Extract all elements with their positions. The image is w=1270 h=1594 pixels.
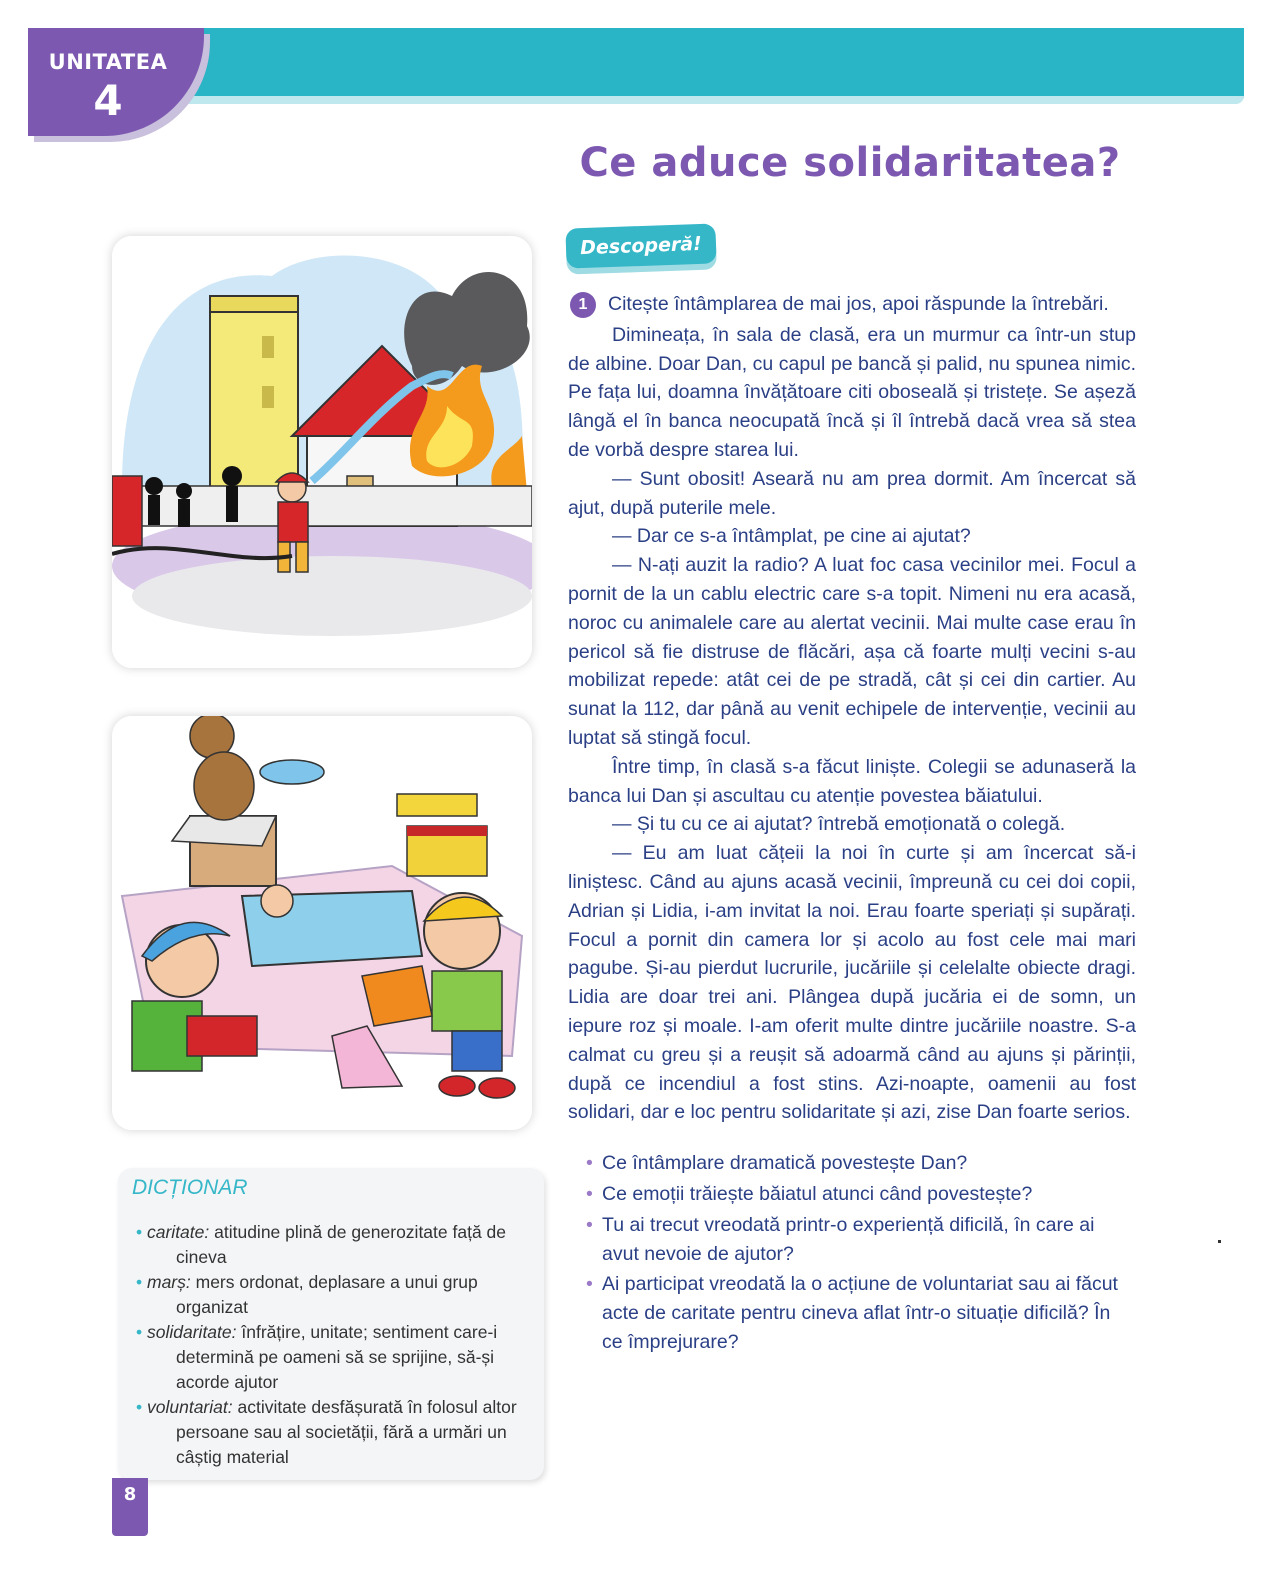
toys-scene-drawing — [112, 716, 532, 1130]
questions-list — [568, 1149, 1136, 1357]
dictionary-term: voluntariat: — [147, 1397, 233, 1417]
discover-label: Descoperă! — [565, 223, 716, 268]
dictionary-term: solidaritate: — [147, 1322, 237, 1342]
story — [568, 321, 1136, 1127]
dictionary-box — [118, 1168, 544, 1480]
unit-label: UNITATEA — [48, 50, 168, 74]
fire-scene-drawing — [112, 236, 532, 668]
dictionary-definition: activitate desfășurată în folosul altor persoane sau al societății, fără a urmări un câștig material — [176, 1397, 517, 1467]
dictionary-definition: mers ordonat, deplasare a unui grup organizat — [176, 1272, 478, 1317]
story-paragraph: — Dar ce s-a întâmplat, pe cine ai ajutat? — [612, 525, 971, 548]
dictionary-entry — [128, 1320, 532, 1395]
question-item: • Ai participat vreodată la o acțiune de voluntariat sau ai făcut acte de caritate pentru cineva aflat într-o situație dificilă? În ce împrejurare? — [568, 1270, 1136, 1356]
bullet-icon: • — [136, 1322, 147, 1342]
story-paragraph: Dimineața, în sala de clasă, era un murmur ca într-un stup de albine. Doar Dan, cu capul pe bancă și palid, nu spunea nimic. Pe fața lui, doamna învățătoare citi oboseală și tristețe. Se așeză lângă el în banca neocupată încă și îl întrebă dacă vrea să stea de vorbă despre starea lui. — [568, 323, 1136, 461]
task-number: 1 — [570, 292, 596, 318]
toys-illustration — [112, 716, 532, 1130]
main-text-column — [568, 290, 1136, 1359]
story-paragraph: Între timp, în clasă s-a făcut liniște. Colegii se adunaseră la banca lui Dan și ascultau cu atenție povestea băiatului. — [568, 755, 1136, 807]
task-instruction — [568, 290, 1136, 319]
dictionary-definition: înfrățire, unitate; sentiment care-i determină pe oameni să se sprijine, să-și acorde ajutor — [176, 1322, 498, 1392]
page-number: 8 — [112, 1478, 148, 1536]
question-item: • Tu ai trecut vreodată printr-o experiență dificilă, în care ai avut nevoie de ajutor? — [568, 1211, 1136, 1269]
bullet-icon: • — [136, 1272, 147, 1292]
story-paragraph: — N-ați auzit la radio? A luat foc casa vecinilor mei. Focul a pornit de la un cablu electric care s-a topit. Nimeni nu era acasă, noroc cu animalele care au alertat vecinii. Mai multe case erau în pericol să fie distruse de flăcări, așa că foarte mulți vecini s-au mobilizat repede: atât cei de pe stradă, cât și cei din cartier. Au sunat la 112, dar până au venit echipele de intervenție, vecinii au luptat să stingă focul. — [568, 554, 1136, 749]
bullet-icon: • — [136, 1222, 147, 1242]
page-title: Ce aduce solidaritatea? — [579, 140, 1121, 186]
bullet-icon: • — [136, 1397, 147, 1417]
stray-dot — [1218, 1240, 1221, 1243]
task-text: Citește întâmplarea de mai jos, apoi răspunde la întrebări. — [608, 293, 1109, 315]
dictionary-term: marș: — [147, 1272, 191, 1292]
question-item: • Ce întâmplare dramatică povestește Dan? — [568, 1149, 1136, 1178]
fire-illustration — [112, 236, 532, 668]
unit-number: 4 — [93, 76, 123, 125]
header-banner — [150, 28, 1244, 98]
dictionary-definition: atitudine plină de generozitate față de cineva — [176, 1222, 507, 1267]
dictionary-entry — [128, 1220, 532, 1270]
question-item: • Ce emoții trăiește băiatul atunci când povestește? — [568, 1180, 1136, 1209]
story-paragraph: — Eu am luat cățeii la noi în curte și am încercat să-i liniștesc. Când au ajuns acasă vecinii, împreună cu cei doi copii, Adrian și Lidia, i-am invitat la noi. Erau foarte speriați și supărați. Focul a pornit din camera lor și acolo au fost cele mai mari pagube. Și-au pierdut lucrurile, jucăriile și celelalte obiecte dragi. Lidia are doar trei ani. Plângea după jucăria ei de somn, un iepure roz și moale. I-am oferit multe dintre jucăriile noastre. S-a calmat cu greu și a reușit să adoarmă când au ajuns și părinții, după ce incendiul a fost stins. Azi-noapte, oamenii au fost solidari, dar e loc pentru solidaritate și azi, zise Dan foarte serios. — [568, 842, 1136, 1124]
dictionary-list — [128, 1220, 532, 1470]
story-paragraph: — Sunt obosit! Aseară nu am prea dormit. Am încercat să ajut, după puterile mele. — [568, 467, 1136, 519]
dictionary-term: caritate: — [147, 1222, 210, 1242]
unit-badge — [28, 28, 204, 136]
story-paragraph: — Și tu cu ce ai ajutat? întrebă emoționată o colegă. — [612, 813, 1066, 836]
header-banner-shadow — [180, 96, 1244, 104]
dictionary-entry — [128, 1395, 532, 1470]
dictionary-entry — [128, 1270, 532, 1320]
dictionary-title: DICȚIONAR — [132, 1176, 248, 1199]
